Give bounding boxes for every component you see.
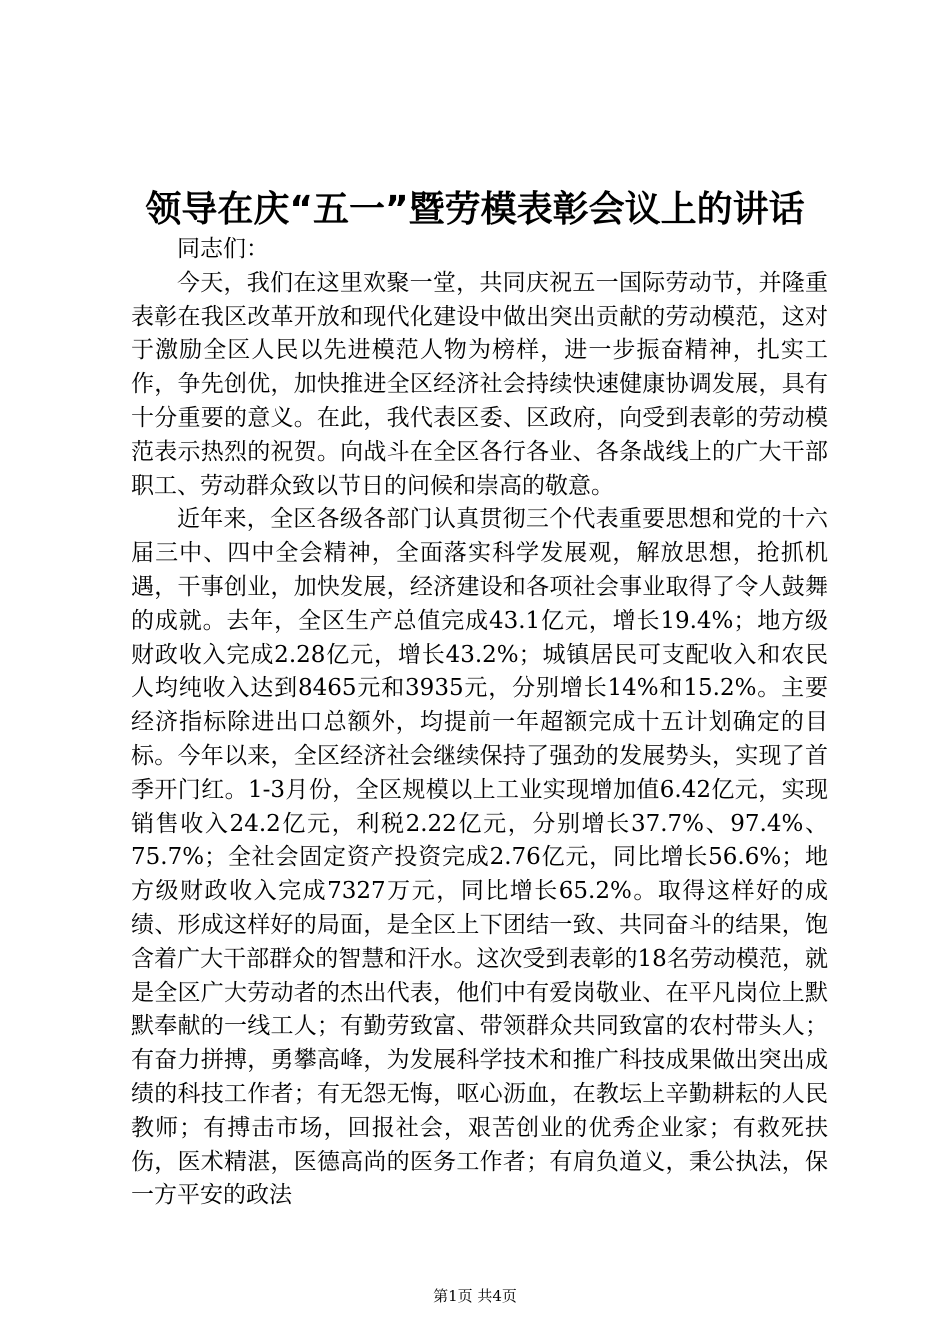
salutation: 同志们： bbox=[177, 236, 269, 262]
paragraph-2: 近年来，全区各级各部门认真贯彻三个代表重要思想和党的十六届三中、四中全会精神，全面落实科学发展观，解放思想，抢抓机遇，干事创业，加快发展，经济建设和各项社会事业取得了令人鼓舞的成就。去年，全区生产总值完成43.1亿元，增长19.4%；地方级财政收入完成2.28亿元，增长43.2%；城镇居民可支配收入和农民人均纯收入达到8465元和3935元，分别增长14%和15.2%。主要经济指标除进出口总额外，均提前一年超额完成十五计划确定的目标。今年以来，全区经济社会继续保持了强劲的发展势头，实现了首季开门红。1-3月份，全区规模以上工业实现增加值6.42亿元，实现销售收入24.2亿元，利税2.22亿元，分别增长37.7%、97.4%、75.7%；全社会固定资产投资完成2.76亿元，同比增长56.6%；地方级财政收入完成7327万元，同比增长65.2%。取得这样好的成绩、形成这样好的局面，是全区上下团结一致、共同奋斗的结果，饱含着广大干部群众的智慧和汗水。这次受到表彰的18名劳动模范，就是全区广大劳动者的杰出代表，他们中有爱岗敬业、在平凡岗位上默默奉献的一线工人；有勤劳致富、带领群众共同致富的农村带头人；有奋力拼搏，勇攀高峰，为发展科学技术和推广科技成果做出突出成绩的科技工作者；有无怨无悔，呕心沥血，在教坛上辛勤耕耘的人民教师；有搏击市场，回报社会，艰苦创业的优秀企业家；有救死扶伤，医术精湛，医德高尚的医务工作者；有肩负道义，秉公执法，保一方平安的政法 bbox=[131, 506, 828, 1209]
document-body bbox=[131, 233, 828, 1213]
document-title: 领导在庆“五一”暨劳模表彰会议上的讲话 bbox=[145, 189, 805, 230]
paragraph-1: 今天，我们在这里欢聚一堂，共同庆祝五一国际劳动节，并隆重表彰在我区改革开放和现代化建设中做出突出贡献的劳动模范，这对于激励全区人民以先进模范人物为榜样，进一步振奋精神，扎实工作，争先创优，加快推进全区经济社会持续快速健康协调发展，具有十分重要的意义。在此，我代表区委、区政府，向受到表彰的劳动模范表示热烈的祝贺。向战斗在全区各行各业、各条战线上的广大干部职工、劳动群众致以节日的问候和崇高的敬意。 bbox=[131, 269, 828, 499]
page-footer: 第1页 共4页 bbox=[433, 1287, 517, 1305]
